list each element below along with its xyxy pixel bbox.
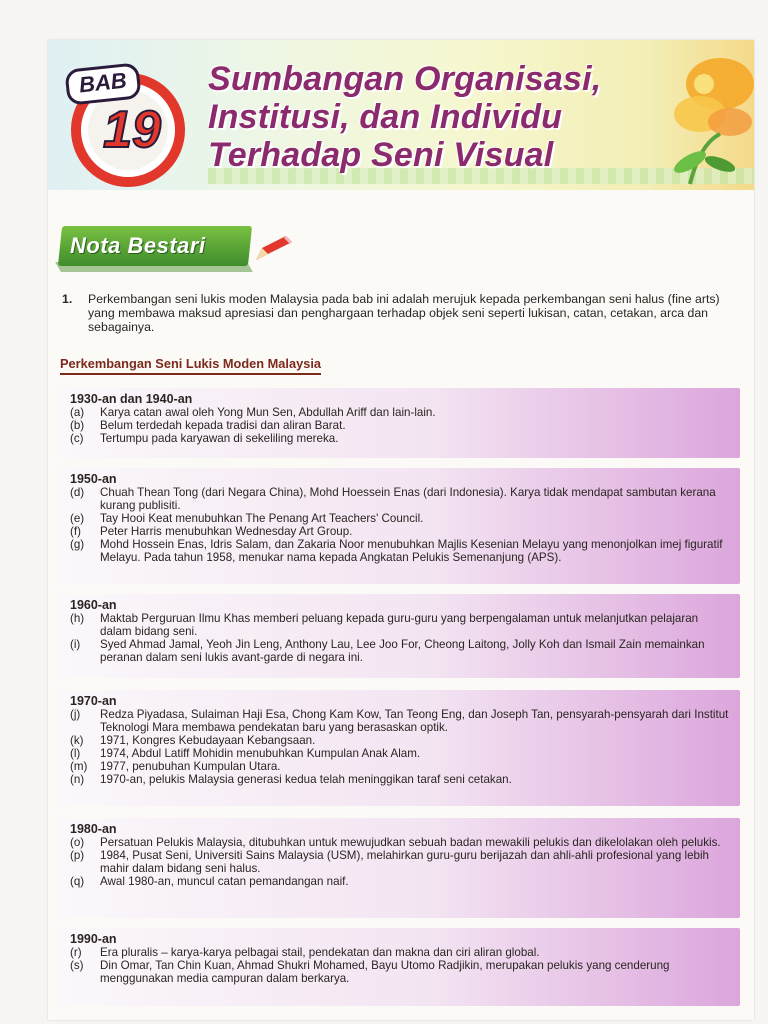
list-item [70,525,732,538]
item-label: (d) [70,486,85,499]
era-title: 1970-an [70,694,117,708]
item-label: (f) [70,525,81,538]
item-label: (c) [70,432,84,445]
list-item [70,849,732,875]
item-text: Peter Harris menubuhkan Wednesday Art Group. [100,525,353,538]
pencil-icon [254,234,294,264]
item-text: Din Omar, Tan Chin Kuan, Ahmad Shukri Mohamed, Bayu Utomo Radjikin, merupakan pelukis yang cenderung menggunakan media campuran dalam berkarya. [100,959,670,985]
item-text: 1984, Pusat Seni, Universiti Sains Malaysia (USM), melahirkan guru-guru berijazah dan ahli-ahli profesional yang lebih mahir dalam bidang seni halus. [100,849,709,875]
chapter-title-line: Terhadap Seni Visual [208,136,554,174]
list-item [70,747,732,760]
item-text: Syed Ahmad Jamal, Yeoh Jin Leng, Anthony Lau, Lee Joo For, Cheong Laitong, Jolly Koh dan Ismail Zain memainkan peranan dalam seni lukis avant-garde di negara ini. [100,638,705,664]
item-text: Era pluralis – karya-karya pelbagai stail, pendekatan dan makna dan ciri aliran global. [100,946,540,959]
list-item [70,419,732,432]
item-label: (i) [70,638,81,651]
list-item [70,638,732,664]
era-box-1980s [58,818,740,918]
item-label: (q) [70,875,85,888]
item-label: (n) [70,773,85,786]
chapter-title-line: Sumbangan Organisasi, [208,60,602,98]
list-item [70,486,732,512]
intro-paragraph [62,292,746,334]
list-item [70,946,732,959]
item-text: 1977, penubuhan Kumpulan Utara. [100,760,281,773]
item-label: (j) [70,708,81,721]
item-label: (h) [70,612,85,625]
era-box-1990s [58,928,740,1006]
item-label: (p) [70,849,85,862]
era-title: 1990-an [70,932,117,946]
item-text: Belum terdedah kepada tradisi dan aliran Barat. [100,419,346,432]
section-heading: Perkembangan Seni Lukis Moden Malaysia [60,356,321,375]
item-text: Maktab Perguruan Ilmu Khas memberi peluang kepada guru-guru yang berpengalaman untuk melanjutkan pelajaran dalam bidang seni. [100,612,699,638]
intro-number: 1. [62,292,73,306]
list-item [70,734,732,747]
list-item [70,959,732,985]
item-text: 1974, Abdul Latiff Mohidin menubuhkan Kumpulan Anak Alam. [100,747,421,760]
era-title: 1960-an [70,598,117,612]
list-item [70,512,732,525]
nota-bestari-label: Nota Bestari [70,233,206,258]
bab-label: BAB [64,62,141,106]
item-label: (o) [70,836,85,849]
chapter-title [208,60,648,174]
item-text: Redza Piyadasa, Sulaiman Haji Esa, Chong Kam Kow, Tan Teong Eng, dan Joseph Tan, pensyarah-pensyarah dari Institut Teknologi Mara membawa pendekatan baru yang berasaskan optik. [100,708,729,734]
item-label: (b) [70,419,85,432]
list-item [70,836,732,849]
item-text: Tay Hooi Keat menubuhkan The Penang Art Teachers' Council. [100,512,424,525]
era-title: 1980-an [70,822,117,836]
item-text: Persatuan Pelukis Malaysia, ditubuhkan untuk mewujudkan sebuah badan mewakili pelukis dan dikelolakan oleh pelukis. [100,836,721,849]
item-label: (a) [70,406,85,419]
item-label: (l) [70,747,81,760]
item-label: (k) [70,734,84,747]
chapter-number: 19 [103,101,161,159]
list-item [70,406,732,419]
butterfly-flower-icon [660,44,754,190]
item-text: 1971, Kongres Kebudayaan Kebangsaan. [100,734,316,747]
item-text: 1970-an, pelukis Malaysia generasi kedua telah meninggikan taraf seni cetakan. [100,773,512,786]
item-text: Tertumpu pada karyawan di sekeliling mereka. [100,432,339,445]
era-box-1970s [58,690,740,806]
era-box-1930s [58,388,740,458]
list-item [70,875,732,888]
list-item [70,612,732,638]
list-item [70,538,732,564]
item-label: (m) [70,760,88,773]
item-label: (g) [70,538,85,551]
item-text: Karya catan awal oleh Yong Mun Sen, Abdullah Ariff dan lain-lain. [100,406,436,419]
list-item [70,773,732,786]
chapter-title-line: Institusi, dan Individu [208,98,563,136]
intro-text: Perkembangan seni lukis moden Malaysia pada bab ini adalah merujuk kepada perkembangan seni halus (fine arts) yang membawa maksud apresiasi dan penghargaan terhadap objek seni seperti lukisan, catan, cetakan, arca dan sebagainya. [88,292,720,334]
era-box-1960s [58,594,740,678]
item-label: (s) [70,959,84,972]
era-box-1950s [58,468,740,584]
item-label: (r) [70,946,82,959]
era-title: 1930-an dan 1940-an [70,392,193,406]
item-label: (e) [70,512,85,525]
item-text: Chuah Thean Tong (dari Negara China), Mohd Hoessein Enas (dari Indonesia). Karya tidak mendapat sambutan kerana kurang publisiti. [100,486,716,512]
list-item [70,760,732,773]
era-title: 1950-an [70,472,117,486]
list-item [70,432,732,445]
item-text: Mohd Hossein Enas, Idris Salam, dan Zakaria Noor menubuhkan Majlis Kesenian Melayu yang menonjolkan imej figuratif Melayu. Pada tahun 1958, menukar nama kepada Angkatan Pelukis Semenanjung (APS). [100,538,723,564]
list-item [70,708,732,734]
item-text: Awal 1980-an, muncul catan pemandangan naif. [100,875,349,888]
